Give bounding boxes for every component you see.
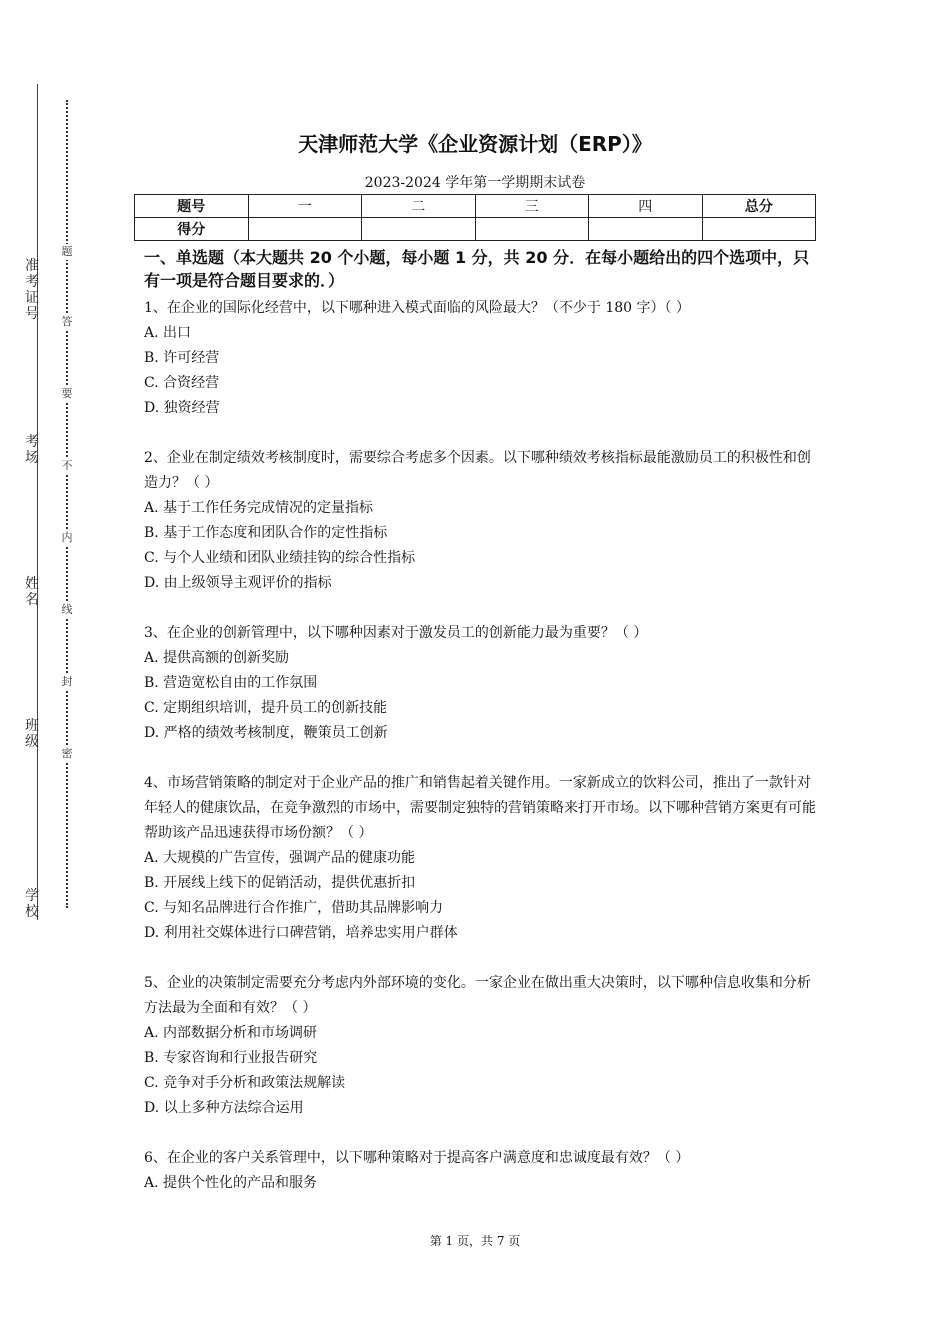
question-option[interactable]: D. 利用社交媒体进行口碑营销，培养忠实用户群体 — [144, 925, 458, 941]
seal-char: 封 — [59, 674, 75, 690]
score-table-cell: 四 — [589, 195, 703, 218]
seal-char: 题 — [59, 244, 75, 260]
exam-number-label: 准考证号 — [25, 258, 39, 322]
question-option[interactable]: B. 专家咨询和行业报告研究 — [144, 1050, 318, 1066]
question-option[interactable]: B. 营造宽松自由的工作氛围 — [144, 675, 318, 691]
seal-char: 密 — [59, 746, 75, 762]
question-option[interactable]: D. 以上多种方法综合运用 — [144, 1100, 304, 1116]
seal-char: 要 — [59, 386, 75, 402]
question-option[interactable]: B. 基于工作态度和团队合作的定性指标 — [144, 525, 388, 541]
question-stem: 4、市场营销策略的制定对于企业产品的推广和销售起着关键作用。一家新成立的饮料公司，推出了一款针对年轻人的健康饮品，在竞争激烈的市场中，需要制定独特的营销策略来打开市场。以下哪种营销方案更有可能帮助该产品迅速获得市场份额？（ ） — [144, 775, 816, 841]
seal-char: 内 — [59, 530, 75, 546]
question-option[interactable]: D. 独资经营 — [144, 400, 220, 416]
question-option[interactable]: A. 提供高额的创新奖励 — [144, 650, 290, 666]
score-table-cell: 三 — [475, 195, 589, 218]
section-heading: 一、单选题（本大题共 20 个小题，每小题 1 分，共 20 分．在每小题给出的四个选项中，只有一项是符合题目要求的．） — [144, 248, 810, 290]
score-input-cell[interactable] — [362, 218, 476, 241]
seal-char: 线 — [59, 602, 75, 618]
class-label: 班级 — [25, 718, 39, 750]
score-table-cell: 总分 — [702, 195, 816, 218]
question-option[interactable]: D. 严格的绩效考核制度，鞭策员工创新 — [144, 725, 388, 741]
exam-room-label: 考场 — [25, 434, 39, 466]
score-input-cell[interactable] — [702, 218, 816, 241]
score-table-cell: 得分 — [135, 218, 249, 241]
question-option[interactable]: B. 许可经营 — [144, 350, 220, 366]
seal-char: 答 — [59, 314, 75, 330]
score-table-cell: 一 — [248, 195, 362, 218]
question-option[interactable]: C. 竞争对手分析和政策法规解读 — [144, 1075, 346, 1091]
question-stem: 5、企业的决策制定需要充分考虑内外部环境的变化。一家企业在做出重大决策时，以下哪种信息收集和分析方法最为全面和有效？（ ） — [144, 975, 811, 1016]
question-option[interactable]: A. 基于工作任务完成情况的定量指标 — [144, 500, 374, 516]
question — [144, 296, 824, 421]
question-option[interactable]: D. 由上级领导主观评价的指标 — [144, 575, 332, 591]
question-stem: 2、企业在制定绩效考核制度时，需要综合考虑多个因素。以下哪种绩效考核指标最能激励员工的积极性和创造力？（ ） — [144, 450, 811, 491]
school-label: 学校 — [25, 888, 39, 920]
question — [144, 1146, 824, 1196]
question — [144, 771, 824, 946]
score-input-cell[interactable] — [589, 218, 703, 241]
question — [144, 971, 824, 1121]
question-option[interactable]: A. 出口 — [144, 325, 192, 341]
name-label: 姓名 — [25, 576, 39, 608]
binding-dotted-line — [66, 100, 68, 908]
score-input-cell[interactable] — [248, 218, 362, 241]
seal-char: 不 — [59, 458, 75, 474]
question-option[interactable]: C. 与知名品牌进行合作推广，借助其品牌影响力 — [144, 900, 444, 916]
question-option[interactable]: C. 合资经营 — [144, 375, 220, 391]
page-footer: 第 1 页，共 7 页 — [429, 1234, 521, 1248]
question-option[interactable]: A. 内部数据分析和市场调研 — [144, 1025, 318, 1041]
question-list — [144, 296, 824, 1221]
question — [144, 446, 824, 596]
question-stem: 3、在企业的创新管理中，以下哪种因素对于激发员工的创新能力最为重要？（ ） — [144, 625, 648, 641]
score-table-score-row — [135, 218, 816, 241]
score-input-cell[interactable] — [475, 218, 589, 241]
binding-solid-line — [37, 84, 38, 920]
question-option[interactable]: A. 提供个性化的产品和服务 — [144, 1175, 318, 1191]
question-option[interactable]: C. 定期组织培训，提升员工的创新技能 — [144, 700, 388, 716]
question-option[interactable]: A. 大规模的广告宣传，强调产品的健康功能 — [144, 850, 416, 866]
exam-subtitle: 2023-2024 学年第一学期期末试卷 — [364, 175, 586, 191]
question-stem: 1、在企业的国际化经营中，以下哪种进入模式面临的风险最大？（不少于 180 字）（ ） — [144, 300, 690, 316]
question-stem: 6、在企业的客户关系管理中，以下哪种策略对于提高客户满意度和忠诚度最有效？（ ） — [144, 1150, 690, 1166]
exam-title: 天津师范大学《企业资源计划（ERP）》 — [298, 132, 652, 156]
score-table — [134, 194, 816, 241]
question — [144, 621, 824, 746]
question-option[interactable]: B. 开展线上线下的促销活动，提供优惠折扣 — [144, 875, 416, 891]
question-option[interactable]: C. 与个人业绩和团队业绩挂钩的综合性指标 — [144, 550, 416, 566]
score-table-header-row — [135, 195, 816, 218]
score-table-cell: 题号 — [135, 195, 249, 218]
score-table-cell: 二 — [362, 195, 476, 218]
